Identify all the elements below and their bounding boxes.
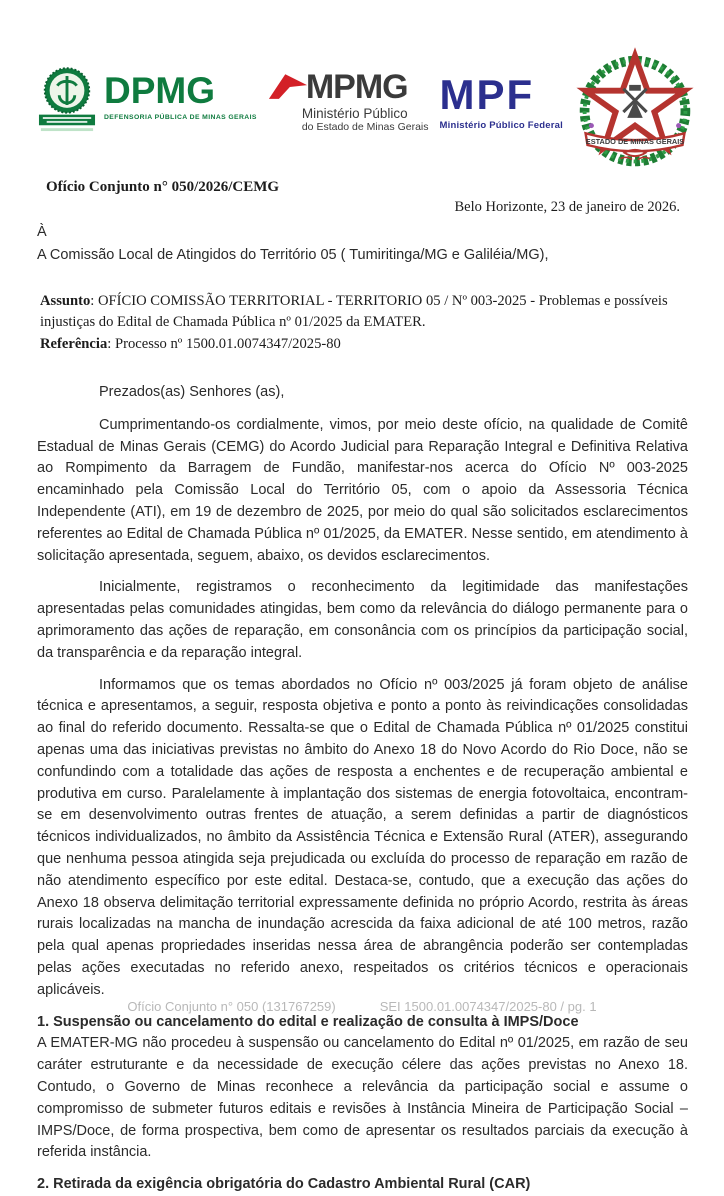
dpmg-subtitle: DEFENSORIA PÚBLICA DE MINAS GERAIS	[104, 114, 257, 121]
coat-banner-text: ESTADO DE MINAS GERAIS	[585, 137, 685, 147]
section-1-heading: 1. Suspensão ou cancelamento do edital e realização de consulta à IMPS/Doce	[37, 1013, 579, 1030]
addressee-prefix: À	[37, 224, 47, 240]
mpmg-triangle-icon	[268, 70, 308, 104]
mpmg-logo	[268, 70, 429, 133]
letterhead-logos	[38, 50, 696, 176]
footer-document-id: Ofício Conjunto n° 050 (131767259)	[127, 999, 336, 1014]
mpmg-subtitles	[302, 106, 429, 133]
subject-line	[40, 291, 692, 333]
dpmg-logo	[38, 66, 257, 142]
dpmg-emblem-icon	[38, 66, 96, 142]
page-footer	[0, 999, 724, 1014]
mpf-subtitle: Ministério Público Federal	[439, 119, 563, 131]
paragraph-2: Inicialmente, registramos o reconhecimento da legitimidade das manifestações apresentadas pelas comunidades atingidas, bem como da relevância do diálogo permanente para o aprimoramento das ações de reparação, em consonância com os princípios da participação social, da transparência e da reparação integral.	[37, 579, 688, 661]
reference-text: : Processo nº 1500.01.0074347/2025-80	[107, 336, 341, 352]
date-line: Belo Horizonte, 23 de janeiro de 2026.	[454, 199, 680, 215]
minas-gerais-coat-of-arms-icon	[574, 50, 696, 176]
subject-label: Assunto	[40, 293, 91, 309]
dpmg-wordmark	[104, 72, 257, 121]
letter-body	[37, 382, 688, 1196]
reference-label: Referência	[40, 336, 108, 352]
dpmg-acronym: DPMG	[104, 70, 215, 111]
mpf-acronym: MPF	[439, 71, 535, 118]
footer-sei-page: SEI 1500.01.0074347/2025-80 / pg. 1	[379, 999, 597, 1014]
section-2-heading: 2. Retirada da exigência obrigatória do Cadastro Ambiental Rural (CAR)	[37, 1176, 531, 1193]
mpmg-acronym: MPMG	[305, 68, 408, 106]
salutation: Prezados(as) Senhores (as),	[99, 384, 285, 400]
reference-line	[40, 336, 692, 353]
section-1-body: A EMATER-MG não procedeu à suspensão ou cancelamento do Edital nº 01/2025, em razão de seu caráter estruturante e da necessidade de execução célere das ações previstas no Anexo 18. Contudo, o Governo de Minas reconhece a relevância da participação social e assume o compromisso de submeter futuros editais e revisões à Instância Mineira de Participação Social – IMPS/Doce, de forma prospectiva, bem como de apresentar os resultados parciais da execução à referida instância.	[37, 1035, 688, 1161]
paragraph-1: Cumprimentando-os cordialmente, vimos, por meio deste ofício, na qualidade de Comitê Estadual de Minas Gerais (CEMG) do Acordo Judicial para Reparação Integral e Definitiva Relativa ao Rompimento da Barragem de Fundão, manifestar-nos acerca do Ofício Nº 003-2025 encaminhado pela Comissão Local do Território 05, com o apoio da Assessoria Técnica Independente (ATI), em 19 de dezembro de 2025, por meio do qual são solicitados esclarecimentos referentes ao Edital de Chamada Pública nº 01/2025, da EMATER. Nesse sentido, em atendimento à solicitação apresentada, seguem, abaixo, os devidos esclarecimentos.	[37, 416, 688, 564]
mpmg-subtitle-2: do Estado de Minas Gerais	[301, 121, 429, 133]
paragraph-3: Informamos que os temas abordados no Ofício nº 003/2025 já foram objeto de análise técnica e apresentamos, a seguir, resposta objetiva e ponto a ponto às reivindicações consolidadas ao final do referido documento. Ressalta-se que o Edital de Chamada Pública nº 01/2025 constitui apenas uma das iniciativas previstas no âmbito do Anexo 18 do Novo Acordo do Rio Doce, não se confundindo com a totalidade das ações de resposta a enchentes e de recuperação ambiental e produtiva em curso. Paralelamente à implantação dos sistemas de energia fotovoltaica, encontram-se em desenvolvimento outras frentes de atuação, a serem definidas a partir de diagnósticos técnicos individualizados, no âmbito da Assistência Técnica e Extensão Rural (ATER), assegurando que nenhuma pessoa atingida seja prejudicada ou excluída do processo de reparação em razão de não atendimento específico por este edital. Destaca-se, contudo, que a execução das ações do Anexo 18 observa delimitação territorial expressamente definida no próprio Acordo, restrita às áreas rurais localizadas na mancha de inundação acrescida da faixa adicional de até 100 metros, razão pela qual apenas propriedades inseridas nessa área de abrangência poderão ser contempladas pelas ações executadas no referido anexo, respeitados os critérios técnicos e operacionais aplicáveis.	[37, 676, 688, 998]
mpmg-subtitle-1: Ministério Público	[301, 106, 408, 121]
addressee-line: A Comissão Local de Atingidos do Território 05 ( Tumiritinga/MG e Galiléia/MG),	[37, 247, 549, 263]
mpf-logo	[439, 71, 563, 131]
subject-text: : OFÍCIO COMISSÃO TERRITORIAL - TERRITORIO 05 / Nº 003-2025 - Problemas e possíveis injustiças do Edital de Chamada Pública nº 01/2025 da EMATER.	[40, 293, 668, 330]
document-reference-number: Ofício Conjunto n° 050/2026/CEMG	[46, 179, 280, 195]
